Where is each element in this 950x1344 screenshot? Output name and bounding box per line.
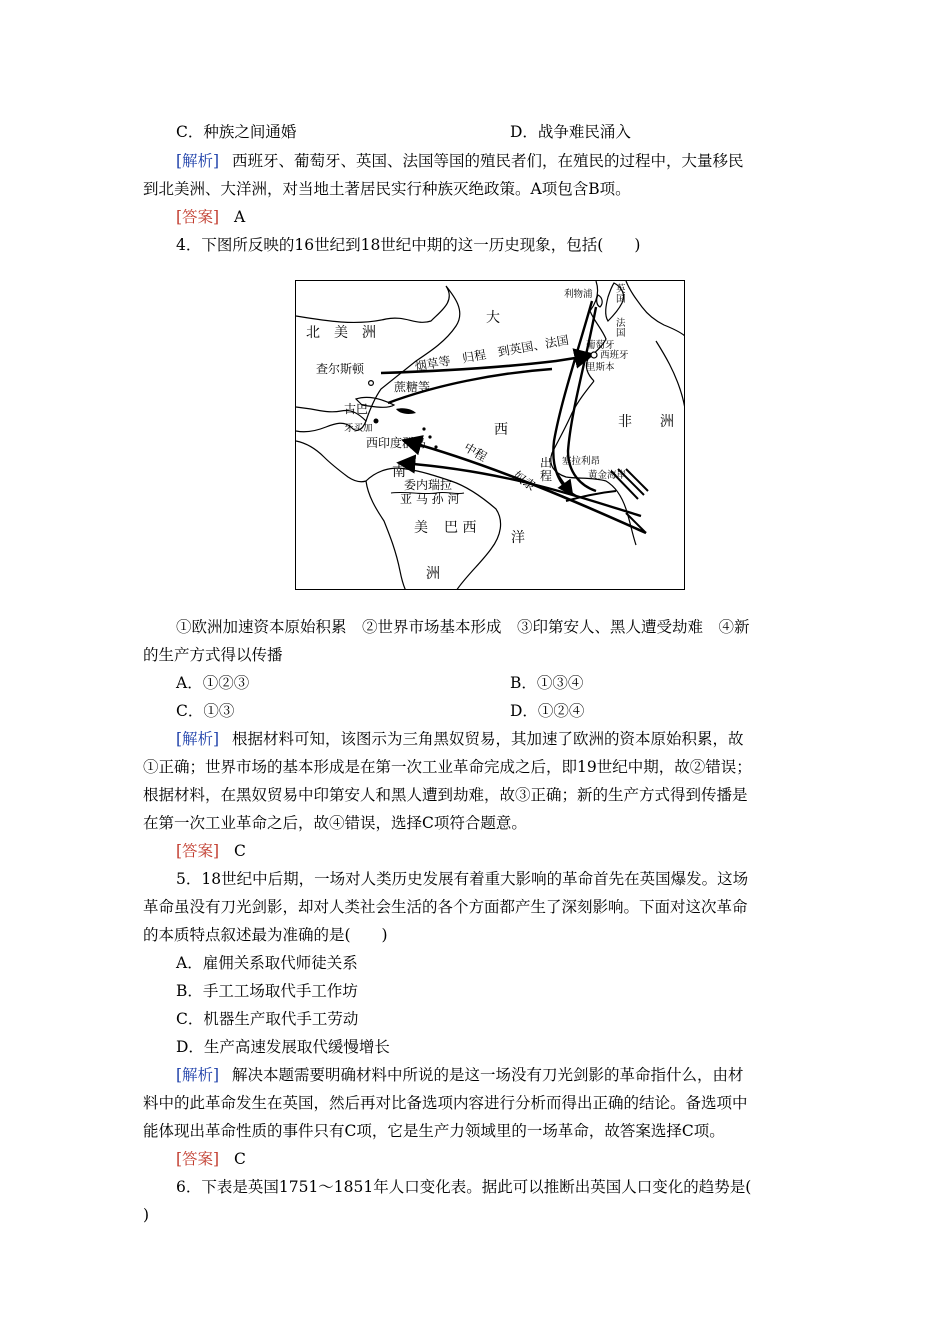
q3-analysis: [解析] 西班牙、葡萄牙、英国、法国等国的殖民者们，在殖民的过程中，大量移民 <box>176 152 744 170</box>
analysis-tag: [解析] <box>176 152 220 170</box>
q5-analysis-l2: 料中的此革命发生在英国，然后再对比备选项内容进行分析而得出正确的结论。备选项中 <box>143 1094 748 1112</box>
q5-analysis-l3: 能体现出革命性质的事件只有C项，它是生产力领域里的一场革命，故答案选择C项。 <box>143 1122 725 1140</box>
label-yang: 洋 <box>511 530 525 546</box>
q5-option-b: B．手工工场取代手工作坊 <box>176 982 358 1000</box>
q3-option-d: D．战争难民涌入 <box>510 123 631 141</box>
label-outbound: 出 程 <box>540 456 565 483</box>
q3-answer: [答案] A <box>176 208 246 226</box>
label-xi: 西 <box>494 422 508 438</box>
analysis-tag: [解析] <box>176 730 220 748</box>
label-france: 法国 <box>616 318 626 339</box>
q4-options-ab <box>176 673 856 693</box>
q5-stem: 5．18世纪中后期，一场对人类历史发展有着重大影响的革命首先在英国爆发。这场 <box>176 870 749 888</box>
q4-option-b: B．①③④ <box>510 674 584 692</box>
q3-analysis-cont: 到北美洲、大洋洲，对当地土著居民实行种族灭绝政策。A项包含B项。 <box>143 180 631 198</box>
label-jamaica: 牙买加 <box>344 423 373 434</box>
q5-answer: [答案] C <box>176 1150 246 1168</box>
label-da: 大 <box>486 310 500 326</box>
triangular-trade-map <box>295 280 685 590</box>
label-lisbon: 里斯本 <box>586 362 615 373</box>
label-nan: 南 <box>392 464 406 480</box>
q4-answer: [答案] C <box>176 842 246 860</box>
answer-tag: [答案] <box>176 842 220 860</box>
q4-option-d: D．①②④ <box>510 702 585 720</box>
q5-stem-l2: 革命虽没有刀光剑影，却对人类社会生活的各个方面都产生了深刻影响。下面对这次革命 <box>143 898 748 916</box>
q4-option-c: C．①③ <box>176 702 235 720</box>
label-brazil: 巴 西 <box>444 520 477 536</box>
label-england: 英国 <box>616 284 626 305</box>
q4-analysis-l3: 根据材料，在黑奴贸易中印第安人和黑人遭到劫难，故③正确；新的生产方式得到传播是 <box>143 786 748 804</box>
label-senegal: 塞拉利昂 <box>562 456 601 467</box>
label-sugar: 蔗糖等 <box>394 380 431 394</box>
label-spain: 西班牙 <box>600 350 629 361</box>
label-west-indies: 西印度群岛 <box>366 436 427 450</box>
analysis-tag: [解析] <box>176 1066 220 1084</box>
label-portugal: 葡萄牙 <box>586 340 615 351</box>
q4-stem: 4．下图所反映的16世纪到18世纪中期的这一历史现象，包括( ) <box>176 236 641 254</box>
q4-analysis-l2: ①正确；世界市场的基本形成是在第一次工业革命完成之后，即19世纪中期，故②错误； <box>143 758 752 776</box>
q5-analysis: [解析] 解决本题需要明确材料中所说的是这一场没有刀光剑影的革命指什么，由材 <box>176 1066 744 1084</box>
label-cuba: 古巴 <box>344 402 369 416</box>
label-charleston: 查尔斯顿 <box>316 362 365 376</box>
q4-options-cd <box>176 701 856 721</box>
q6-stem-l2: ) <box>143 1206 150 1224</box>
label-mei: 美 <box>414 520 428 536</box>
label-africa: 非 洲 <box>618 414 674 430</box>
q4-analysis: [解析] 根据材料可知，该图示为三角黑奴贸易，其加速了欧洲的资本原始积累，故 <box>176 730 744 748</box>
q6-stem: 6．下表是英国1751～1851年人口变化表。据此可以推断出英国人口变化的趋势是( <box>176 1178 752 1196</box>
label-zhou: 洲 <box>426 566 440 582</box>
label-middle-passage: 中程 <box>461 440 490 465</box>
label-liverpool: 利物浦 <box>564 289 593 300</box>
q4-items: ①欧洲加速资本原始积累 ②世界市场基本形成 ③印第安人、黑人遭受劫难 ④新 <box>176 618 750 636</box>
answer-tag: [答案] <box>176 208 220 226</box>
answer-tag: [答案] <box>176 1150 220 1168</box>
label-venezuela: 委内瑞拉 <box>404 478 453 492</box>
label-slaves: 奴隶 <box>510 468 539 494</box>
q5-option-d: D．生产高速发展取代缓慢增长 <box>176 1038 390 1056</box>
q3-option-c: C．种族之间通婚 D．战争难民涌入 <box>176 123 631 141</box>
q4-option-a: A．①②③ <box>176 674 250 692</box>
label-north-america: 北 美 洲 <box>306 325 376 341</box>
q5-option-c: C．机器生产取代手工劳动 <box>176 1010 359 1028</box>
label-return-route: 烟草等 归程 到英国、法国 <box>413 332 570 374</box>
q4-items-cont: 的生产方式得以传播 <box>143 646 283 664</box>
q4-analysis-l4: 在第一次工业革命之后，故④错误，选择C项符合题意。 <box>143 814 527 832</box>
q5-stem-l3: 的本质特点叙述最为准确的是( ) <box>143 926 388 944</box>
label-gold-coast: 黄金海岸 <box>588 470 627 481</box>
label-amazon: 亚 马 孙 河 <box>400 492 460 506</box>
q5-option-a: A．雇佣关系取代师徒关系 <box>176 954 358 972</box>
